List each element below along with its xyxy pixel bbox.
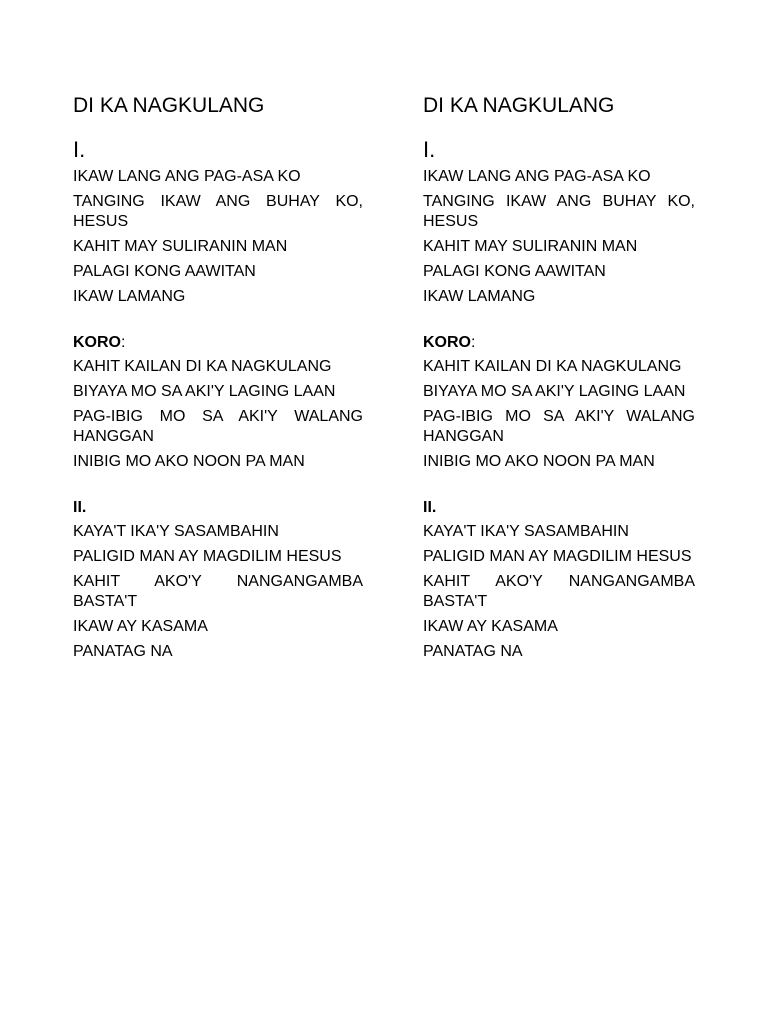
- lyric-line: PANATAG NA: [423, 643, 523, 660]
- lyric-line: IKAW LANG ANG PAG-ASA KO: [73, 168, 301, 185]
- verse-2: [73, 522, 363, 662]
- chorus-label-text: KORO: [423, 334, 471, 351]
- lyric-line: BIYAYA MO SA AKI'Y LAGING LAAN: [423, 383, 686, 400]
- lyrics-column-right: [423, 93, 695, 667]
- verse-2-marker: II.: [423, 499, 437, 516]
- lyric-line: IKAW AY KASAMA: [423, 618, 558, 635]
- lyric-line: KAHIT AKO'Y NANGANGAMBA BASTA'T: [423, 573, 695, 610]
- verse-1-marker: I.: [73, 137, 86, 162]
- lyric-line: IKAW AY KASAMA: [73, 618, 208, 635]
- chorus: [73, 357, 363, 472]
- lyric-line: KAYA'T IKA'Y SASAMBAHIN: [423, 523, 629, 540]
- section-spacer: [73, 477, 363, 497]
- lyric-line: KAHIT AKO'Y NANGANGAMBA BASTA'T: [73, 573, 363, 610]
- lyric-line: TANGING IKAW ANG BUHAY KO, HESUS: [73, 193, 363, 230]
- lyric-line: PALIGID MAN AY MAGDILIM HESUS: [423, 548, 692, 565]
- chorus-label-text: KORO: [73, 334, 121, 351]
- lyric-line: PALAGI KONG AAWITAN: [73, 263, 256, 280]
- lyric-line: KAYA'T IKA'Y SASAMBAHIN: [73, 523, 279, 540]
- lyric-line: INIBIG MO AKO NOON PA MAN: [423, 453, 655, 470]
- lyric-line: KAHIT MAY SULIRANIN MAN: [423, 238, 638, 255]
- chorus-label: [423, 332, 695, 353]
- song-title: DI KA NAGKULANG: [423, 94, 615, 117]
- verse-1-marker: I.: [423, 137, 436, 162]
- verse-2-marker: II.: [73, 499, 87, 516]
- verse-1: [423, 167, 695, 307]
- chorus: [423, 357, 695, 472]
- lyric-line: PAG-IBIG MO SA AKI'Y WALANG HANGGAN: [423, 408, 695, 445]
- verse-1: [73, 167, 363, 307]
- verse-2: [423, 522, 695, 662]
- section-spacer: [73, 312, 363, 332]
- lyric-line: KAHIT KAILAN DI KA NAGKULANG: [423, 358, 682, 375]
- section-spacer: [423, 312, 695, 332]
- lyric-line: KAHIT KAILAN DI KA NAGKULANG: [73, 358, 332, 375]
- chorus-label-colon: :: [471, 334, 476, 351]
- lyric-line: IKAW LAMANG: [423, 288, 536, 305]
- lyric-line: KAHIT MAY SULIRANIN MAN: [73, 238, 288, 255]
- lyric-line: INIBIG MO AKO NOON PA MAN: [73, 453, 305, 470]
- lyric-line: PANATAG NA: [73, 643, 173, 660]
- lyric-line: IKAW LAMANG: [73, 288, 186, 305]
- chorus-label-colon: :: [121, 334, 126, 351]
- chorus-label: [73, 332, 363, 353]
- lyric-line: PALIGID MAN AY MAGDILIM HESUS: [73, 548, 342, 565]
- lyric-line: TANGING IKAW ANG BUHAY KO, HESUS: [423, 193, 695, 230]
- lyric-line: BIYAYA MO SA AKI'Y LAGING LAAN: [73, 383, 336, 400]
- section-spacer: [423, 477, 695, 497]
- lyric-line: PALAGI KONG AAWITAN: [423, 263, 606, 280]
- lyric-line: IKAW LANG ANG PAG-ASA KO: [423, 168, 651, 185]
- lyrics-column-left: [73, 93, 363, 667]
- lyric-line: PAG-IBIG MO SA AKI'Y WALANG HANGGAN: [73, 408, 363, 445]
- song-title: DI KA NAGKULANG: [73, 94, 265, 117]
